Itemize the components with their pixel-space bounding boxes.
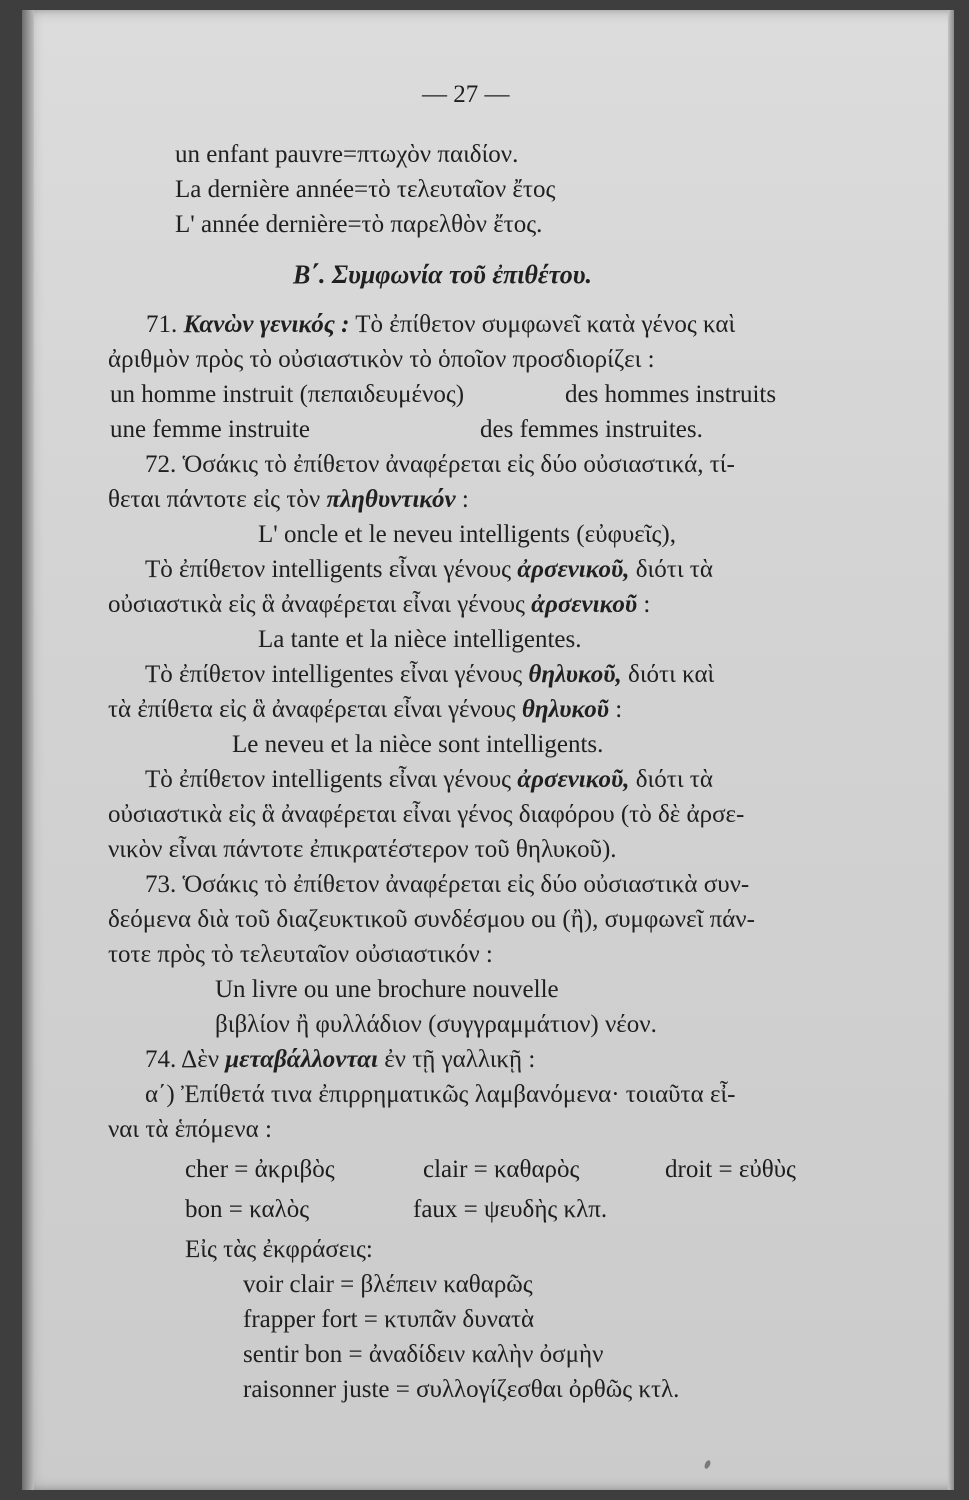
vocab-cell: droit = εὐθὺς — [665, 1156, 796, 1183]
example-line: des hommes instruits — [565, 381, 777, 408]
example-line: La tante et la nièce intelligentes. — [258, 626, 582, 653]
example-line: sentir bon = ἀναδίδειν καλὴν ὀσμὴν — [243, 1341, 604, 1368]
paragraph-72-line — [145, 660, 714, 690]
text-line: τοτε πρὸς τὸ τελευταῖον οὐσιαστικόν : — [108, 941, 493, 968]
text-span: : — [643, 591, 651, 618]
paragraph-72-line — [108, 590, 650, 620]
text-span: οὐσιαστικὰ εἰς ἃ ἀναφέρεται εἶναι γένους — [108, 591, 525, 618]
text-span: τὰ ἐπίθετα εἰς ἃ ἀναφέρεται εἶναι γένους — [108, 696, 516, 723]
example-line: frapper fort = κτυπᾶν δυνατὰ — [243, 1306, 535, 1333]
paragraph-72-line — [108, 695, 622, 725]
paragraph-74-line — [145, 1045, 535, 1075]
vocab-cell: cher = ἀκριβὸς — [185, 1156, 335, 1183]
text-line: α΄) Ἐπίθετά τινα ἐπιρρηματικῶς λαμβανόμενα· τοιαῦτα εἶ- — [145, 1081, 736, 1108]
text-line: οὐσιαστικὰ εἰς ἃ ἀναφέρεται εἶναι γένος διαφόρου (τὸ δὲ ἀρσε- — [108, 801, 745, 828]
emphasis-term: ἀρσενικοῦ — [531, 591, 638, 618]
example-line: une femme instruite — [110, 416, 310, 443]
emphasis-term: μεταβάλλονται — [225, 1046, 378, 1073]
page-number: — 27 — — [422, 81, 510, 108]
text-span: θεται πάντοτε εἰς τὸν — [108, 486, 321, 513]
text-line: L' année dernière=τὸ παρελθὸν ἔτος. — [175, 211, 543, 238]
text-span: διότι τὰ — [635, 556, 713, 583]
text-line: νικὸν εἶναι πάντοτε ἐπικρατέστερον τοῦ θηλυκοῦ). — [108, 836, 617, 863]
text-span: : — [615, 696, 623, 723]
text-span: Τὸ ἐπίθετον intelligents εἶναι γένους — [145, 556, 512, 583]
vocab-cell: clair = καθαρὸς — [423, 1156, 580, 1183]
example-line: Le neveu et la nièce sont intelligents. — [232, 731, 604, 758]
emphasis-term: ἀρσενικοῦ, — [517, 556, 630, 583]
emphasis-term: θηλυκοῦ, — [528, 661, 622, 688]
text-span: 74. Δὲν — [145, 1046, 219, 1073]
text-span: διότι τὰ — [635, 766, 713, 793]
text-line: ναι τὰ ἑπόμενα : — [108, 1116, 272, 1143]
vocab-cell: faux = ψευδὴς κλπ. — [413, 1196, 608, 1223]
paragraph-72-line — [145, 765, 713, 795]
text-span: : — [461, 486, 469, 513]
example-line: βιβλίον ἢ φυλλάδιον (συγγραμμάτιον) νέον. — [215, 1011, 657, 1038]
text-span: Τὸ ἐπίθετον συμφωνεῖ κατὰ γένος καὶ — [355, 311, 736, 338]
page-binding-shadow — [22, 10, 34, 1490]
paragraph-72-line — [108, 485, 469, 515]
text-line: ἀριθμὸν πρὸς τὸ οὐσιαστικὸν τὸ ὁποῖον προσδιορίζει : — [108, 346, 655, 373]
paragraph-number: 71. — [146, 311, 178, 338]
text-line: Εἰς τὰς ἐκφράσεις: — [185, 1236, 373, 1263]
text-line: 72. Ὁσάκις τὸ ἐπίθετον ἀναφέρεται εἰς δύο οὐσιαστικά, τί- — [145, 451, 735, 478]
example-line: un homme instruit (πεπαιδευμένος) — [110, 381, 465, 408]
text-line: δεόμενα διὰ τοῦ διαζευκτικοῦ συνδέσμου ou (ἢ), συμφωνεῖ πάν- — [108, 906, 755, 933]
text-span: διότι καὶ — [628, 661, 715, 688]
example-line: voir clair = βλέπειν καθαρῶς — [243, 1271, 533, 1298]
example-line: des femmes instruites. — [480, 416, 703, 443]
page-right-edge — [948, 10, 954, 1490]
emphasis-term: θηλυκοῦ — [521, 696, 610, 723]
vocab-cell: bon = καλὸς — [185, 1196, 310, 1223]
example-line: Un livre ou une brochure nouvelle — [215, 976, 559, 1003]
text-line: La dernière année=τὸ τελευταῖον ἔτος — [175, 176, 556, 203]
text-span: Τὸ ἐπίθετον intelligentes εἶναι γένους — [145, 661, 523, 688]
emphasis-term: ἀρσενικοῦ, — [517, 766, 630, 793]
example-line: raisonner juste = συλλογίζεσθαι ὀρθῶς κτλ. — [243, 1376, 680, 1403]
paragraph-71-line — [146, 310, 735, 340]
rule-title: Κανὼν γενικός : — [183, 311, 350, 338]
text-line: 73. Ὁσάκις τὸ ἐπίθετον ἀναφέρεται εἰς δύο οὐσιαστικὰ συν- — [145, 871, 750, 898]
example-line: L' oncle et le neveu intelligents (εὐφυεῖς), — [258, 521, 676, 548]
text-span: ἐν τῇ γαλλικῇ : — [384, 1046, 536, 1073]
section-heading: Β΄. Συμφωνία τοῦ ἐπιθέτου. — [293, 260, 592, 289]
text-span: Τὸ ἐπίθετον intelligents εἶναι γένους — [145, 766, 512, 793]
text-line: un enfant pauvre=πτωχὸν παιδίον. — [175, 141, 519, 168]
emphasis-term: πληθυντικόν — [326, 486, 456, 513]
paragraph-72-line — [145, 555, 713, 585]
